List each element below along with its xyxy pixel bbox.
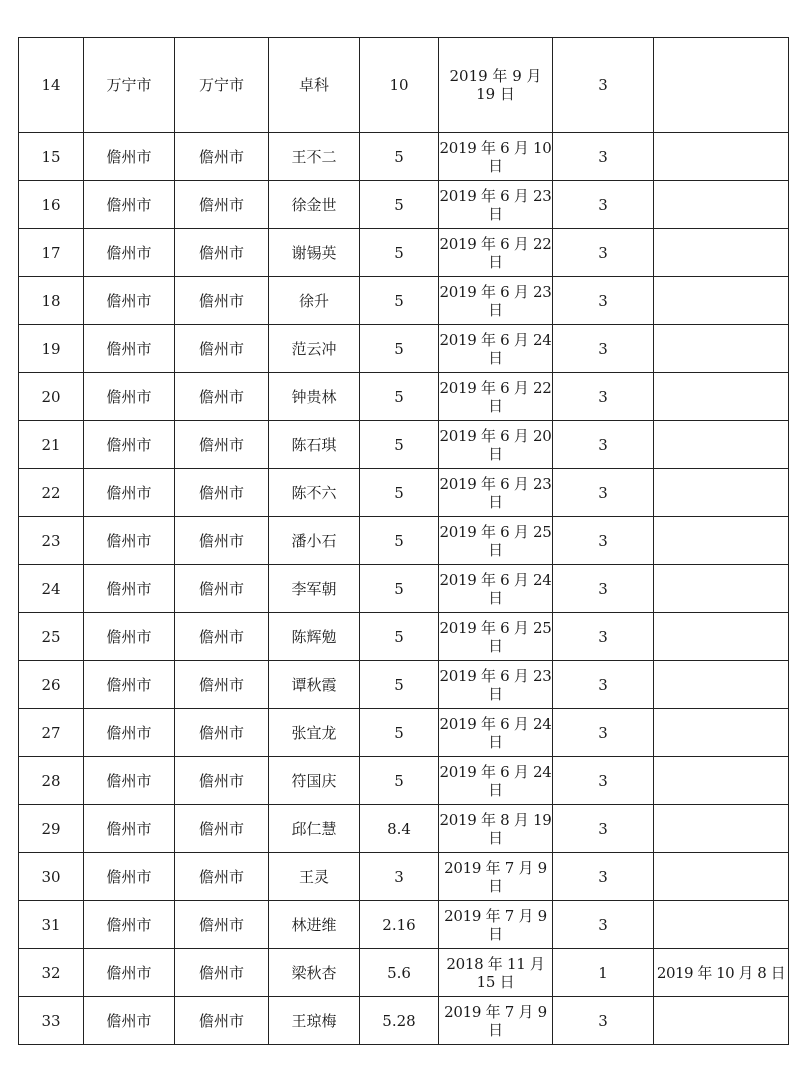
row-number-cell: 28 [19, 757, 84, 805]
date-line-1: 2019 年 7 月 9 [444, 906, 547, 925]
note-cell [654, 373, 789, 421]
date-line-2: 日 [488, 300, 503, 319]
amount-cell: 5 [360, 517, 439, 565]
date-line-1: 2019 年 7 月 9 [444, 1002, 547, 1021]
table-row [19, 373, 789, 421]
date-line-2: 日 [488, 348, 503, 367]
table-row [19, 325, 789, 373]
date-line-1: 2019 年 7 月 9 [444, 858, 547, 877]
status-cell: 3 [553, 421, 654, 469]
person-name-cell: 徐金世 [269, 181, 360, 229]
person-name-cell: 谢锡英 [269, 229, 360, 277]
person-name-cell: 符国庆 [269, 757, 360, 805]
note-cell [654, 229, 789, 277]
date-cell [439, 997, 553, 1045]
city-cell: 万宁市 [84, 38, 175, 133]
table-row [19, 38, 789, 133]
date-line-2: 日 [488, 636, 503, 655]
person-name-cell: 邱仁慧 [269, 805, 360, 853]
person-name-cell: 徐升 [269, 277, 360, 325]
district-cell: 儋州市 [175, 133, 269, 181]
table-row [19, 709, 789, 757]
note-cell [654, 469, 789, 517]
note-cell [654, 325, 789, 373]
table-row [19, 565, 789, 613]
status-cell: 3 [553, 997, 654, 1045]
row-number-cell: 31 [19, 901, 84, 949]
city-cell: 儋州市 [84, 373, 175, 421]
row-number-cell: 26 [19, 661, 84, 709]
table-row [19, 421, 789, 469]
date-cell [439, 757, 553, 805]
date-line-1: 2019 年 6 月 23 [439, 474, 552, 493]
date-line-2: 日 [488, 1020, 503, 1039]
city-cell: 儋州市 [84, 277, 175, 325]
district-cell: 儋州市 [175, 421, 269, 469]
status-cell: 3 [553, 469, 654, 517]
city-cell: 儋州市 [84, 181, 175, 229]
date-cell [439, 469, 553, 517]
person-name-cell: 卓科 [269, 38, 360, 133]
date-cell [439, 565, 553, 613]
status-cell: 3 [553, 517, 654, 565]
date-cell [439, 517, 553, 565]
note-cell [654, 709, 789, 757]
district-cell: 儋州市 [175, 373, 269, 421]
date-cell [439, 421, 553, 469]
note-cell [654, 565, 789, 613]
table-row [19, 613, 789, 661]
district-cell: 儋州市 [175, 565, 269, 613]
row-number-cell: 17 [19, 229, 84, 277]
row-number-cell: 24 [19, 565, 84, 613]
date-line-1: 2019 年 6 月 25 [439, 522, 552, 541]
status-cell: 3 [553, 805, 654, 853]
amount-cell: 5 [360, 421, 439, 469]
city-cell: 儋州市 [84, 613, 175, 661]
date-cell [439, 901, 553, 949]
date-cell [439, 949, 553, 997]
row-number-cell: 22 [19, 469, 84, 517]
amount-cell: 5.6 [360, 949, 439, 997]
note-cell [654, 613, 789, 661]
date-line-1: 2019 年 6 月 20 [439, 426, 552, 445]
date-line-1: 2019 年 6 月 25 [439, 618, 552, 637]
person-name-cell: 钟贵林 [269, 373, 360, 421]
table-row [19, 997, 789, 1045]
date-line-2: 日 [488, 156, 503, 175]
date-line-2: 日 [488, 492, 503, 511]
status-cell: 3 [553, 709, 654, 757]
amount-cell: 2.16 [360, 901, 439, 949]
district-cell: 儋州市 [175, 325, 269, 373]
date-line-2: 日 [488, 828, 503, 847]
date-cell [439, 613, 553, 661]
table-row [19, 277, 789, 325]
city-cell: 儋州市 [84, 997, 175, 1045]
date-line-1: 2019 年 6 月 23 [439, 282, 552, 301]
person-name-cell: 梁秋杏 [269, 949, 360, 997]
district-cell: 儋州市 [175, 853, 269, 901]
status-cell: 3 [553, 661, 654, 709]
note-cell [654, 805, 789, 853]
date-line-2: 日 [488, 684, 503, 703]
date-line-1: 2019 年 6 月 22 [439, 378, 552, 397]
date-cell [439, 373, 553, 421]
amount-cell: 5 [360, 181, 439, 229]
district-cell: 儋州市 [175, 901, 269, 949]
status-cell: 3 [553, 325, 654, 373]
date-cell [439, 805, 553, 853]
row-number-cell: 29 [19, 805, 84, 853]
date-line-2: 日 [488, 444, 503, 463]
city-cell: 儋州市 [84, 853, 175, 901]
note-cell [654, 757, 789, 805]
date-line-2: 日 [488, 780, 503, 799]
status-cell: 3 [553, 373, 654, 421]
table-row [19, 229, 789, 277]
city-cell: 儋州市 [84, 421, 175, 469]
city-cell: 儋州市 [84, 133, 175, 181]
date-line-2: 19 日 [476, 85, 515, 103]
date-cell [439, 181, 553, 229]
person-name-cell: 王不二 [269, 133, 360, 181]
person-name-cell: 陈辉勉 [269, 613, 360, 661]
person-name-cell: 王灵 [269, 853, 360, 901]
note-cell [654, 661, 789, 709]
date-line-1: 2019 年 9 月 [449, 67, 542, 85]
table-row [19, 853, 789, 901]
status-cell: 3 [553, 181, 654, 229]
person-name-cell: 谭秋霞 [269, 661, 360, 709]
amount-cell: 3 [360, 853, 439, 901]
district-cell: 万宁市 [175, 38, 269, 133]
person-name-cell: 李军朝 [269, 565, 360, 613]
date-line-1: 2019 年 6 月 24 [439, 762, 552, 781]
city-cell: 儋州市 [84, 949, 175, 997]
note-cell [654, 901, 789, 949]
row-number-cell: 30 [19, 853, 84, 901]
district-cell: 儋州市 [175, 997, 269, 1045]
person-name-cell: 张宜龙 [269, 709, 360, 757]
amount-cell: 5 [360, 277, 439, 325]
district-cell: 儋州市 [175, 229, 269, 277]
district-cell: 儋州市 [175, 181, 269, 229]
district-cell: 儋州市 [175, 709, 269, 757]
amount-cell: 5 [360, 757, 439, 805]
person-name-cell: 陈不六 [269, 469, 360, 517]
note-cell [654, 181, 789, 229]
row-number-cell: 27 [19, 709, 84, 757]
row-number-cell: 25 [19, 613, 84, 661]
city-cell: 儋州市 [84, 661, 175, 709]
amount-cell: 5 [360, 325, 439, 373]
status-cell: 3 [553, 229, 654, 277]
person-name-cell: 范云冲 [269, 325, 360, 373]
status-cell: 3 [553, 38, 654, 133]
city-cell: 儋州市 [84, 469, 175, 517]
status-cell: 1 [553, 949, 654, 997]
table-row [19, 469, 789, 517]
city-cell: 儋州市 [84, 901, 175, 949]
table-row [19, 661, 789, 709]
row-number-cell: 32 [19, 949, 84, 997]
note-cell [654, 853, 789, 901]
amount-cell: 5 [360, 133, 439, 181]
row-number-cell: 19 [19, 325, 84, 373]
table-row [19, 805, 789, 853]
row-number-cell: 15 [19, 133, 84, 181]
district-cell: 儋州市 [175, 277, 269, 325]
city-cell: 儋州市 [84, 325, 175, 373]
row-number-cell: 14 [19, 38, 84, 133]
note-cell [654, 421, 789, 469]
city-cell: 儋州市 [84, 709, 175, 757]
date-line-2: 日 [488, 540, 503, 559]
amount-cell: 5 [360, 613, 439, 661]
date-cell [439, 133, 553, 181]
row-number-cell: 33 [19, 997, 84, 1045]
row-number-cell: 23 [19, 517, 84, 565]
date-line-1: 2019 年 6 月 23 [439, 666, 552, 685]
date-cell [439, 325, 553, 373]
records-table [18, 37, 789, 1045]
status-cell: 3 [553, 757, 654, 805]
date-cell [439, 229, 553, 277]
date-cell [439, 38, 553, 133]
table-row [19, 901, 789, 949]
status-cell: 3 [553, 277, 654, 325]
status-cell: 3 [553, 565, 654, 613]
note-cell [654, 997, 789, 1045]
amount-cell: 5 [360, 469, 439, 517]
district-cell: 儋州市 [175, 805, 269, 853]
date-line-2: 日 [488, 588, 503, 607]
date-line-1: 2019 年 6 月 22 [439, 234, 552, 253]
table-row [19, 181, 789, 229]
status-cell: 3 [553, 613, 654, 661]
date-line-2: 日 [488, 924, 503, 943]
date-line-1: 2019 年 6 月 24 [439, 330, 552, 349]
date-cell [439, 709, 553, 757]
row-number-cell: 16 [19, 181, 84, 229]
person-name-cell: 潘小石 [269, 517, 360, 565]
date-line-1: 2018 年 11 月 [446, 954, 545, 973]
date-line-1: 2019 年 6 月 24 [439, 714, 552, 733]
amount-cell: 5 [360, 565, 439, 613]
district-cell: 儋州市 [175, 469, 269, 517]
status-cell: 3 [553, 133, 654, 181]
district-cell: 儋州市 [175, 517, 269, 565]
table-row [19, 949, 789, 997]
city-cell: 儋州市 [84, 805, 175, 853]
table-body [19, 38, 789, 1045]
date-line-2: 日 [488, 396, 503, 415]
city-cell: 儋州市 [84, 229, 175, 277]
date-line-2: 日 [488, 204, 503, 223]
date-line-2: 日 [488, 732, 503, 751]
district-cell: 儋州市 [175, 757, 269, 805]
person-name-cell: 陈石琪 [269, 421, 360, 469]
amount-cell: 8.4 [360, 805, 439, 853]
table-row [19, 757, 789, 805]
note-cell [654, 38, 789, 133]
date-cell [439, 277, 553, 325]
district-cell: 儋州市 [175, 661, 269, 709]
person-name-cell: 王琼梅 [269, 997, 360, 1045]
city-cell: 儋州市 [84, 757, 175, 805]
amount-cell: 5 [360, 709, 439, 757]
date-line-1: 2019 年 6 月 24 [439, 570, 552, 589]
note-cell [654, 277, 789, 325]
date-line-1: 2019 年 6 月 10 [439, 138, 552, 157]
row-number-cell: 20 [19, 373, 84, 421]
note-cell [654, 517, 789, 565]
table-row [19, 517, 789, 565]
note-cell: 2019 年 10 月 8 日 [654, 949, 789, 997]
district-cell: 儋州市 [175, 613, 269, 661]
city-cell: 儋州市 [84, 517, 175, 565]
date-line-2: 日 [488, 252, 503, 271]
date-cell [439, 661, 553, 709]
amount-cell: 5.28 [360, 997, 439, 1045]
amount-cell: 5 [360, 661, 439, 709]
city-cell: 儋州市 [84, 565, 175, 613]
date-line-2: 日 [488, 876, 503, 895]
amount-cell: 5 [360, 373, 439, 421]
date-line-1: 2019 年 8 月 19 [439, 810, 552, 829]
amount-cell: 5 [360, 229, 439, 277]
date-cell [439, 853, 553, 901]
person-name-cell: 林进维 [269, 901, 360, 949]
amount-cell: 10 [360, 38, 439, 133]
note-cell [654, 133, 789, 181]
row-number-cell: 18 [19, 277, 84, 325]
table-row [19, 133, 789, 181]
status-cell: 3 [553, 853, 654, 901]
district-cell: 儋州市 [175, 949, 269, 997]
status-cell: 3 [553, 901, 654, 949]
row-number-cell: 21 [19, 421, 84, 469]
date-line-1: 2019 年 6 月 23 [439, 186, 552, 205]
date-line-2: 15 日 [476, 972, 515, 991]
